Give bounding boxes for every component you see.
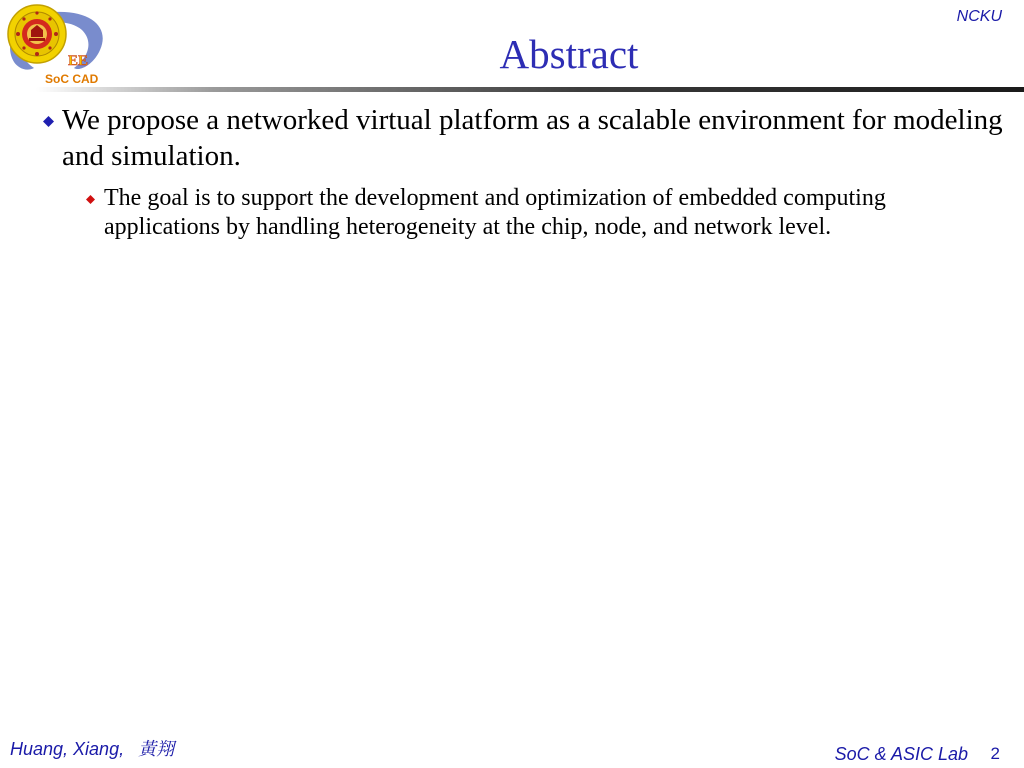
bullet-level-2: The goal is to support the development and optimization of embedded computing applications by handling heterogeneity at the chip, node, and network level. — [104, 185, 886, 240]
org-label: NCKU — [956, 8, 1002, 25]
footer-author — [10, 740, 174, 759]
slide-title: Abstract — [499, 31, 639, 77]
author-name: Huang, Xiang, — [10, 739, 125, 759]
diamond-bullet-icon — [43, 116, 54, 127]
footer-lab: SoC & ASIC Lab — [834, 744, 968, 764]
author-name-cjk: 黃翔 — [138, 739, 175, 760]
diamond-bullet-icon — [86, 195, 95, 204]
logo-mark: EE — [68, 53, 89, 69]
logo-caption: SoC CAD — [45, 72, 99, 86]
page-number: 2 — [990, 744, 1000, 763]
bullet-level-1: We propose a networked virtual platform as a scalable environment for modeling and simulation. — [62, 104, 1003, 172]
title-divider — [36, 87, 1024, 92]
